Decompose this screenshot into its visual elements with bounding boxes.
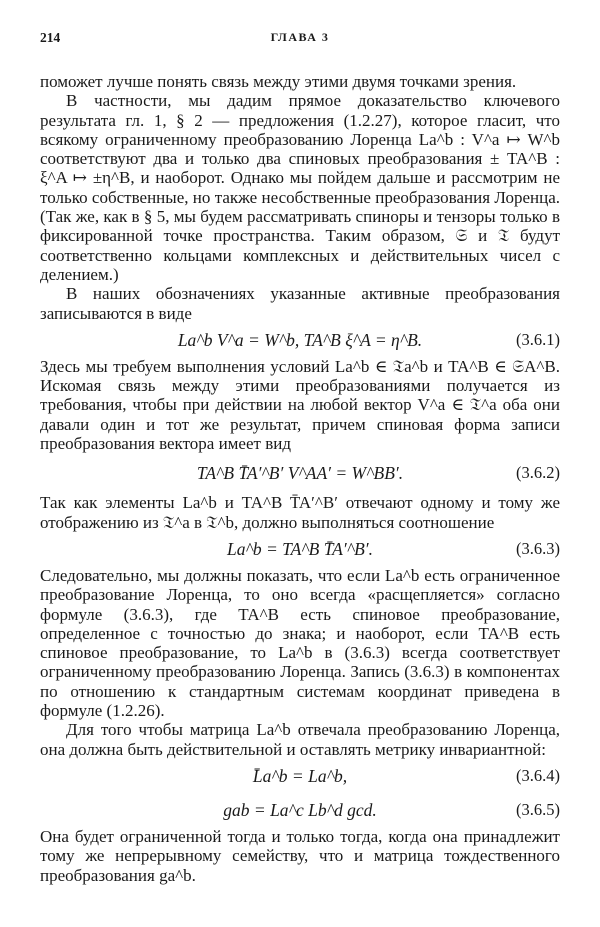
page-body xyxy=(40,72,560,885)
paragraph: В частности, мы дадим прямое доказательство ключевого результата гл. 1, § 2 — предложения (1.2.27), которое гласит, что всякому ограниченному преобразованию Лоренца La^b : V^a ↦ W^b соответствуют два и только два спиновых преобразования ± TA^B : ξ^A ↦ ±η^B, и наоборот. Однако мы пойдем дальше и рассмотрим не только собственные, но также несобственные преобразования Лоренца. (Так же, как в § 5, мы будем рассматривать спиноры и тензоры только в фиксированной точке пространства. Таким образом, 𝔖 и 𝔗 будут соответственно кольцами комплексных и действительных чисел с делением.) xyxy=(40,91,560,284)
equation-expression: TA^B T̄A′^B′ V^AA′ = W^BB′. xyxy=(196,463,404,484)
equation-expression: L̄a^b = La^b, xyxy=(252,765,348,786)
equation-3-6-3 xyxy=(40,532,560,566)
page-number: 214 xyxy=(40,30,61,45)
equation-number: (3.6.1) xyxy=(516,329,560,349)
equation-number: (3.6.2) xyxy=(516,463,560,483)
equation-expression: La^b V^a = W^b, TA^B ξ^A = η^B. xyxy=(177,329,423,350)
equation-3-6-2 xyxy=(40,453,560,493)
page-header xyxy=(40,30,560,50)
paragraph: Для того чтобы матрица La^b отвечала преобразованию Лоренца, она должна быть действительной и оставлять метрику инвариантной: xyxy=(40,720,560,759)
running-head: ГЛАВА 3 xyxy=(270,30,330,44)
equation-number: (3.6.3) xyxy=(516,538,560,558)
equation-3-6-1 xyxy=(40,323,560,357)
paragraph: В наших обозначениях указанные активные преобразования записываются в виде xyxy=(40,284,560,323)
paragraph: Так как элементы La^b и TA^B T̄A′^B′ отвечают одному и тому же отображению из 𝔗^a в 𝔗^b, должно выполняться соотношение xyxy=(40,493,560,532)
paragraph: Здесь мы требуем выполнения условий La^b ∈ 𝔗a^b и TA^B ∈ 𝔖A^B. Искомая связь между этими преобразованиями получается из требования, чтобы при действии на любой вектор V^a ∈ 𝔗^a оба они давали один и тот же результат, причем спиновая форма записи преобразования вектора имеет вид xyxy=(40,356,560,454)
equation-3-6-5 xyxy=(40,793,560,827)
equation-expression: gab = La^c Lb^d gcd. xyxy=(223,799,377,820)
paragraph: Она будет ограниченной тогда и только тогда, когда она принадлежит тому же непрерывному семейству, что и матрица тождественного преобразования ga^b. xyxy=(40,826,560,885)
equation-3-6-4 xyxy=(40,759,560,793)
equation-number: (3.6.4) xyxy=(516,765,560,785)
paragraph: поможет лучше понять связь между этими двумя точками зрения. xyxy=(40,72,517,91)
equation-number: (3.6.5) xyxy=(516,799,560,819)
paragraph: Следовательно, мы должны показать, что если La^b есть ограниченное преобразование Лоренца, то оно всегда «расщепляется» согласно формуле (3.6.3), где TA^B есть спиновое преобразование, определенное с точностью до знака; и наоборот, если TA^B есть спиновое преобразование, то La^b в (3.6.3) всегда соответствует ограниченному преобразованию Лоренца. Запись (3.6.3) в компонентах по отношению к стандартным системам координат приведена в формуле (1.2.26). xyxy=(40,565,560,721)
equation-expression: La^b = TA^B T̄A′^B′. xyxy=(227,538,373,559)
